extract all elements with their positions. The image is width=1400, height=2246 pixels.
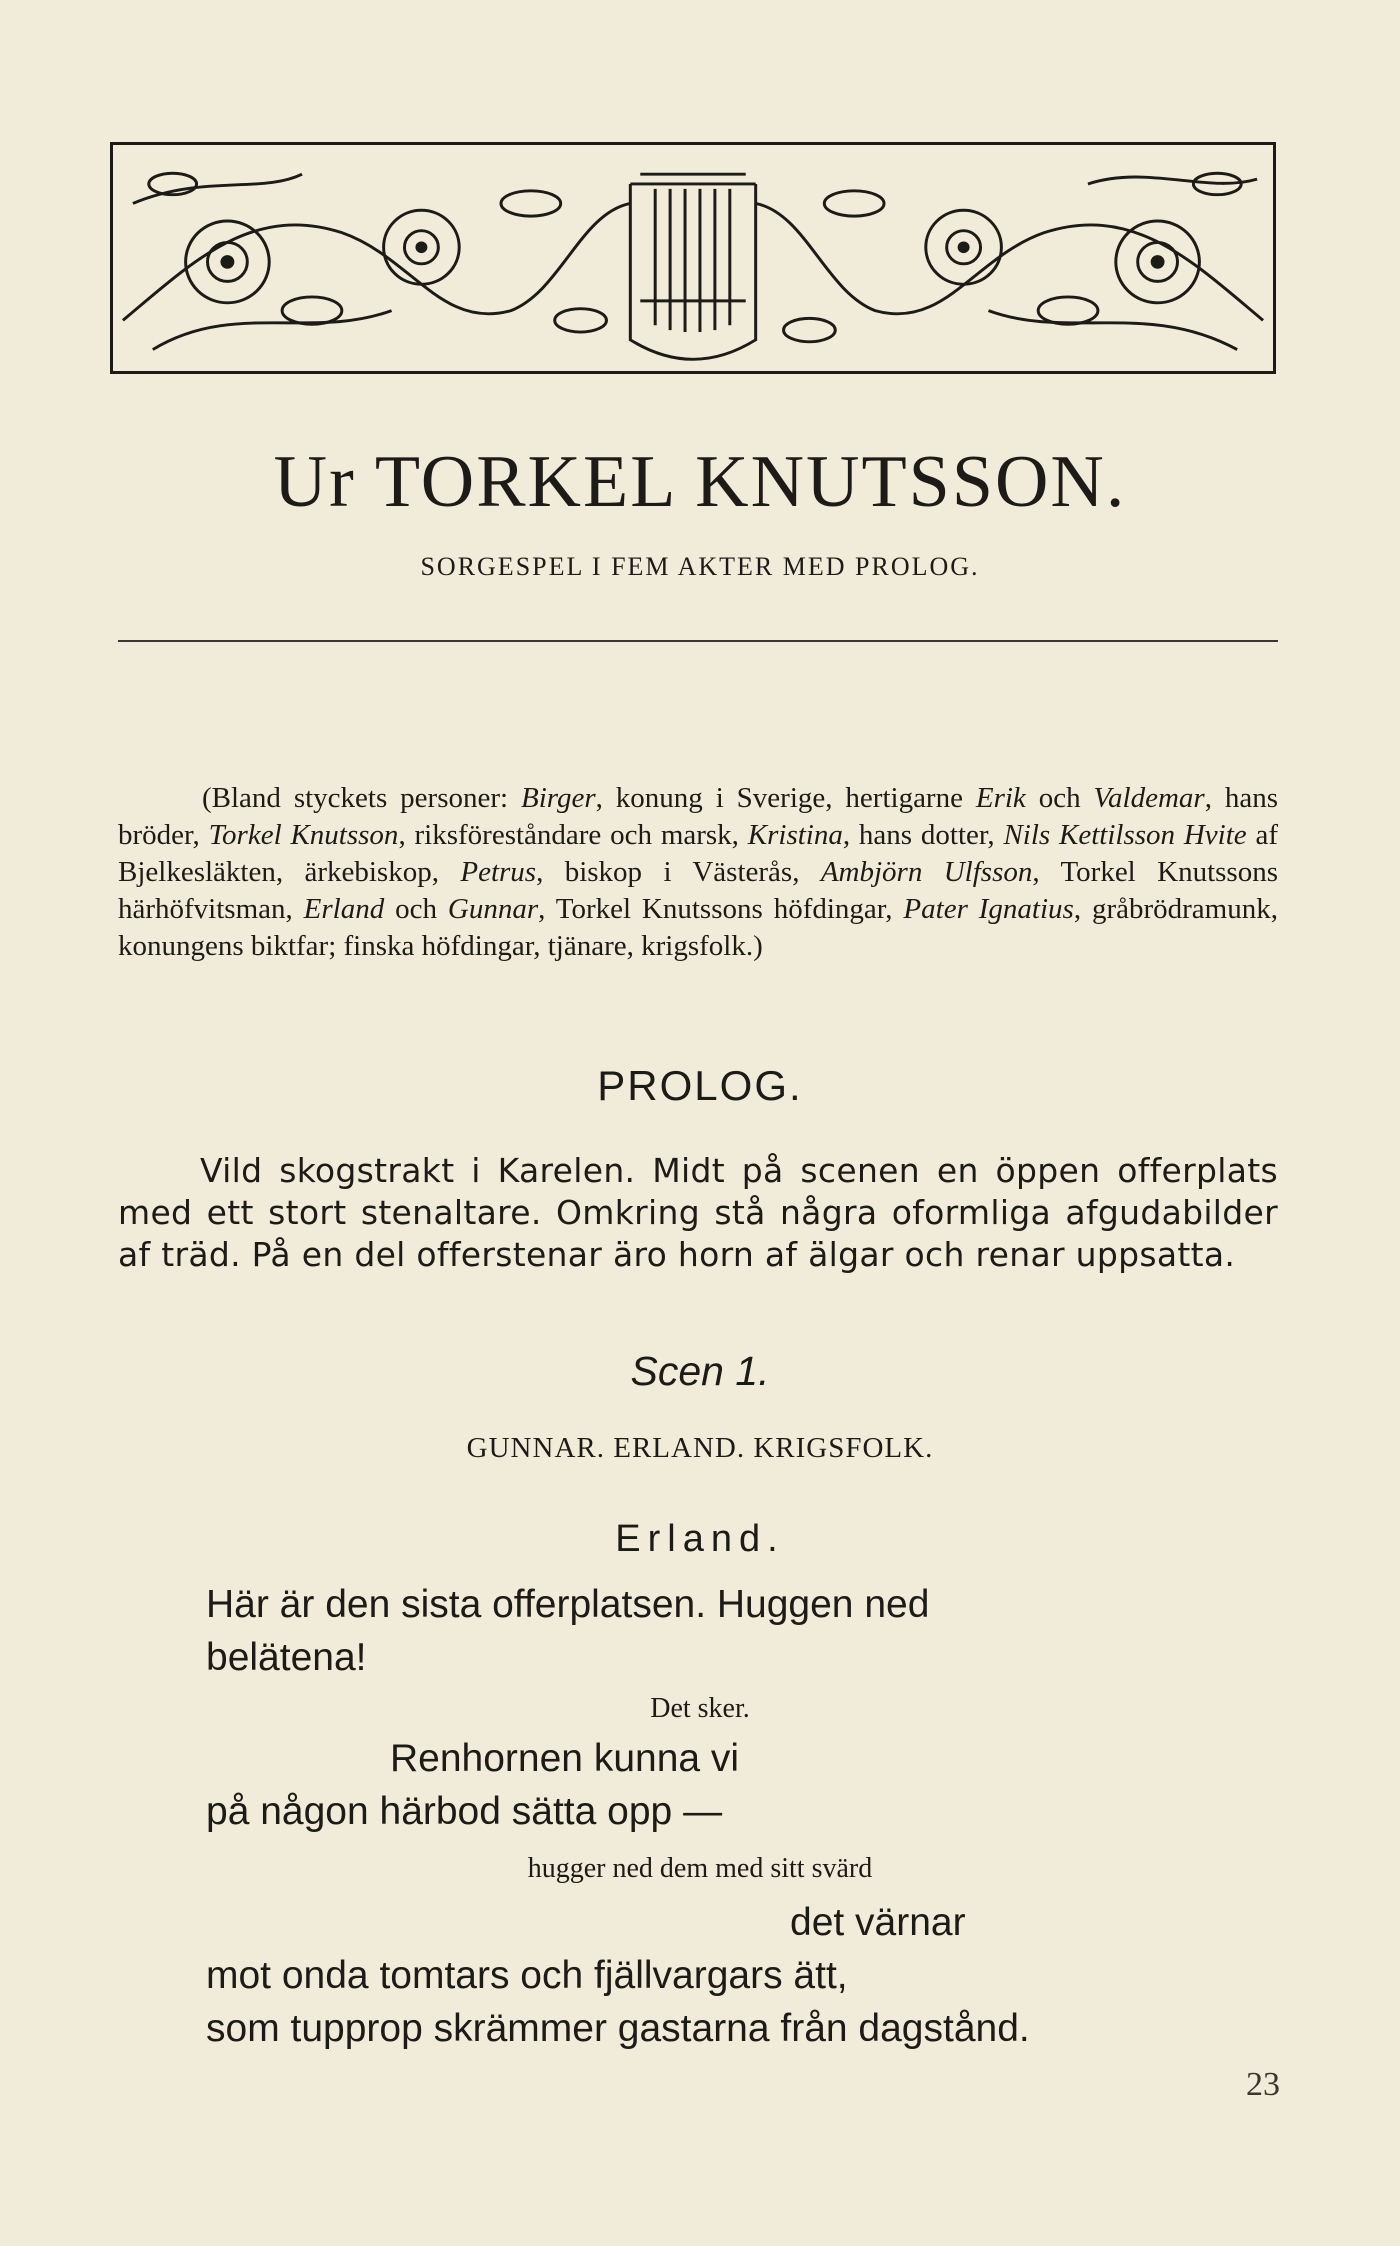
persons-text: och: [384, 893, 448, 925]
verse-line: Här är den sista offerplatsen. Huggen ned: [206, 1583, 930, 1626]
persons-text: , biskop i Västerås,: [536, 856, 821, 888]
page-number: 23: [1246, 2066, 1280, 2103]
persons-text: af Bjelkesläkten, ärkebiskop,: [118, 819, 1279, 888]
verse-line: det värnar: [790, 1901, 966, 1944]
persons-text: , hans dotter,: [842, 819, 1004, 851]
person-name: Birger: [521, 782, 596, 814]
person-name: Ambjörn Ulfsson: [820, 856, 1033, 888]
persons-text: , hans bröder,: [118, 782, 1279, 851]
stage-direction: hugger ned dem med sitt svärd: [527, 1853, 873, 1884]
prolog-heading: PROLOG.: [597, 1062, 803, 1109]
person-name: Kristina: [747, 819, 843, 851]
verse-line: Renhornen kunna vi: [390, 1737, 740, 1780]
stage-direction: Det sker.: [650, 1693, 750, 1724]
person-name: Nils Kettilsson Hvite: [1003, 819, 1247, 851]
verse-line: mot onda tomtars och fjällvargars ätt,: [206, 1954, 848, 1997]
person-name: Gunnar: [447, 893, 539, 925]
person-name: Torkel Knutsson: [208, 819, 399, 851]
verse-line: belätena!: [206, 1636, 367, 1679]
ornamental-header-lyre-icon: [110, 142, 1276, 374]
person-name: Pater Ignatius: [903, 893, 1074, 925]
title-main: TORKEL KNUTSSON.: [374, 441, 1127, 523]
title-prefix: Ur: [273, 441, 356, 523]
divider-rule: [118, 640, 1278, 642]
scene-heading: Scen 1.: [630, 1348, 770, 1394]
dramatis-personae: [118, 780, 1278, 965]
persons-text: , konung i Sverige, hertigarne: [595, 782, 976, 814]
scene-setting: Vild skogstrakt i Karelen. Midt på scenen en öppen offerplats med ett stort stenaltare. Omkring stå några oformliga afgudabilder af träd. På en del offerstenar äro horn af älgar och renar uppsatta.: [118, 1151, 1278, 1274]
persons-text: , gråbrödramunk, konungens biktfar; finska höfdingar, tjänare, krigsfolk.): [118, 893, 1278, 962]
persons-text: och: [1025, 782, 1094, 814]
ornament-vine-icon: [113, 145, 1273, 371]
person-name: Erik: [975, 782, 1026, 814]
persons-text: , riksföreståndare och marsk,: [398, 819, 748, 851]
verse-line: på någon härbod sätta opp —: [206, 1790, 723, 1833]
scene-cast: GUNNAR. ERLAND. KRIGSFOLK.: [466, 1432, 934, 1464]
verse-line: som tupprop skrämmer gastarna från dagstånd.: [206, 2007, 1030, 2050]
persons-text: , Torkel Knutssons härhöfvitsman,: [118, 856, 1278, 925]
person-name: Valdemar: [1093, 782, 1205, 814]
persons-text: (Bland styckets personer:: [202, 782, 521, 814]
subtitle: SORGESPEL I FEM AKTER MED PROLOG.: [420, 552, 980, 581]
persons-text: , Torkel Knutssons höfdingar,: [538, 893, 904, 925]
page-title: [0, 440, 1400, 525]
speaker-name: Erland.: [615, 1518, 785, 1560]
person-name: Petrus: [460, 856, 537, 888]
person-name: Erland: [303, 893, 385, 925]
